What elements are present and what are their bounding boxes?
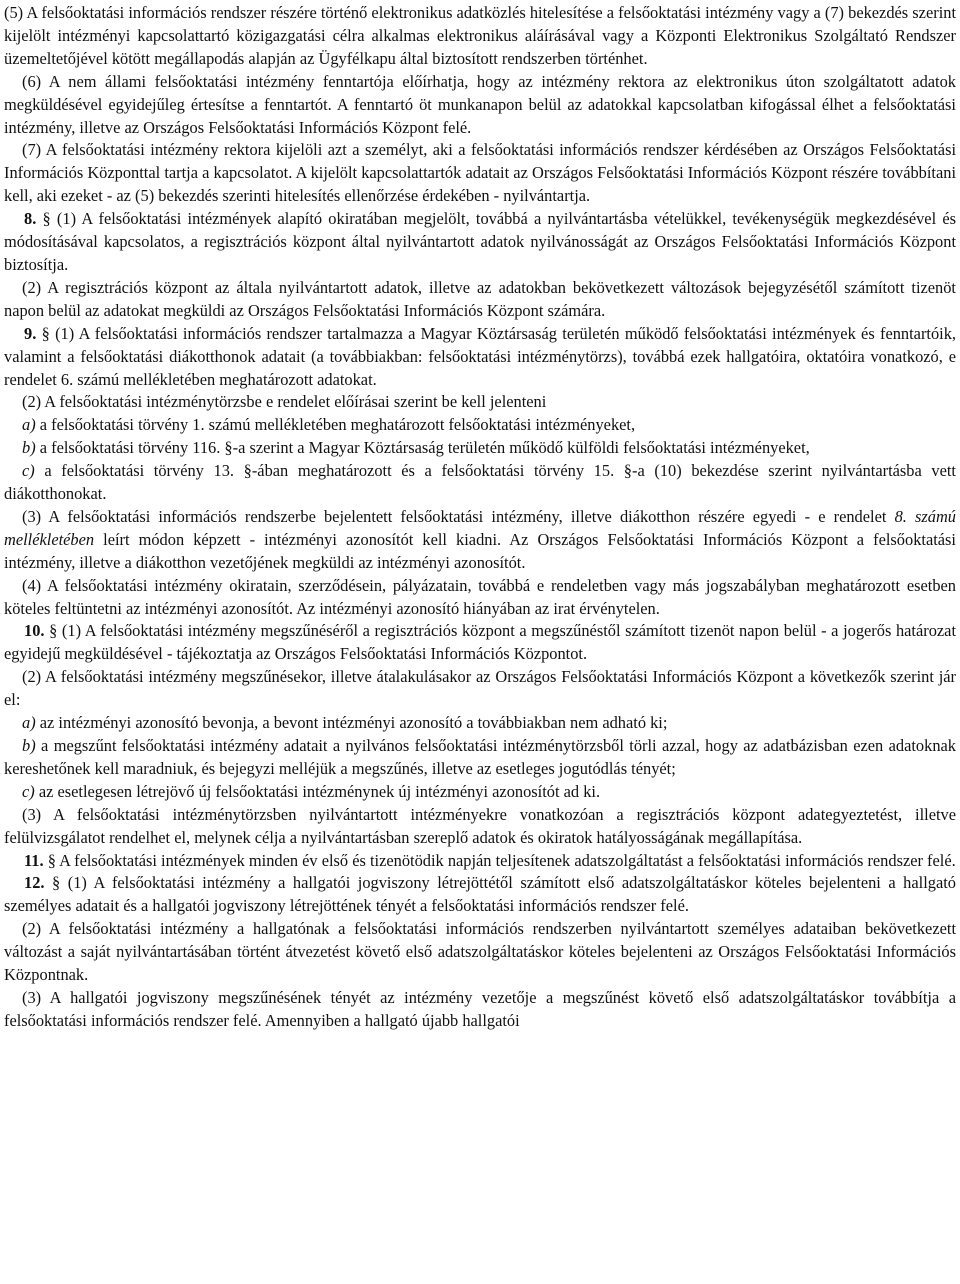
section-11-text: § A felsőoktatási intézmények minden év első és tizenötödik napján teljesítenek adatszolgáltatást a felsőoktatási információs rendszer felé.	[47, 850, 956, 870]
section-12-number: 12.	[24, 873, 45, 893]
paragraph-5: (5) A felsőoktatási információs rendszer részére történő elektronikus adatközlés hitelesítése a felsőoktatási intézmény vagy a (7) bekezdés szerint kijelölt intézményi kapcsolattartó közigazgatási célra alkalmas elektronikus aláírásával vagy a Központi Elektronikus Szolgáltató Rendszer üzemeltetőjével kötött megállapodás alapján az Ügyfélkapu által biztosított rendszerben történhet.	[4, 3, 956, 68]
section-9-item-c	[4, 460, 956, 506]
section-11-paragraph	[4, 850, 956, 873]
paragraph-6: (6) A nem állami felsőoktatási intézmény fenntartója előírhatja, hogy az intézmény rektora az elektronikus úton szolgáltatott adatok megküldésével egyidejűleg értesítse a fenntartót. A fenntartó öt munkanapon belül az adatokkal kapcsolatban kifogással élhet a felsőoktatási intézmény, illetve az Országos Felsőoktatási Információs Központ felé.	[4, 71, 956, 137]
section-12-paragraph-3: (3) A hallgatói jogviszony megszűnésének tényét az intézmény vezetője a megszűnést követő első adatszolgáltatáskor továbbítja a felsőoktatási információs rendszer felé. Amennyiben a hallgató újabb hallgatói	[4, 987, 956, 1030]
item-marker: c)	[22, 781, 35, 801]
section-10-paragraph-2: (2) A felsőoktatási intézmény megszűnésekor, illetve átalakulásakor az Országos Felsőoktatási Információs Központ a következők szerint jár el:	[4, 667, 956, 710]
item-text: a felsőoktatási törvény 1. számú mellékletében meghatározott felsőoktatási intézményeket,	[39, 415, 636, 435]
item-marker: b)	[22, 736, 36, 755]
paragraph-3-post: leírt módon képzett - intézményi azonosítót kell kiadni. Az Országos Felsőoktatási Információs Központ a felsőoktatási intézmény, illetve a diákotthon vezetőjének megküldi az intézményi azonosítót.	[4, 529, 956, 572]
item-marker: b)	[22, 438, 36, 458]
section-11-number: 11.	[24, 850, 44, 870]
paragraph-3-pre: (3) A felsőoktatási információs rendszerbe bejelentett felsőoktatási intézmény, illetve diákotthon részére egyedi - e rendelet	[22, 506, 887, 526]
section-12-paragraph-1	[4, 872, 956, 918]
annex-reference: 8. számú mellékletében	[4, 506, 956, 549]
section-12-text-1: § (1) A felsőoktatási intézmény a hallgatói jogviszony létrejöttétől számított első adatszolgáltatáskor köteles bejelenteni a hallgató személyes adatait és a hallgatói jogviszony létrejöttének tényét a felsőoktatási információs rendszer felé.	[4, 873, 956, 916]
section-10-item-c	[4, 781, 956, 804]
section-9-number: 9.	[24, 323, 37, 343]
section-9-paragraph-4: (4) A felsőoktatási intézmény okiratain, szerződésein, pályázatain, továbbá e rendeletben vagy más jogszabályban meghatározott esetben köteles feltüntetni az intézményi azonosítót. Az intézményi azonosító hiányában az irat érvénytelen.	[4, 575, 956, 618]
section-10-item-a	[4, 712, 956, 735]
section-8-paragraph-2: (2) A regisztrációs központ az általa nyilvántartott adatok, illetve az adatokban bekövetkezett változások bejegyzésétől számított tizenöt napon belül az adatokat megküldi az Országos Felsőoktatási Információs Központ számára.	[4, 277, 956, 320]
section-9-item-a	[4, 414, 956, 437]
paragraph-7: (7) A felsőoktatási intézmény rektora kijelöli azt a személyt, aki a felsőoktatási információs rendszer kérdésében az Országos Felsőoktatási Információs Központtal tartja a kapcsolatot. A kijelölt kapcsolattartók adatait az Országos Felsőoktatási Információs Központ részére továbbítani kell, aki ezeket - az (5) bekezdés szerinti hitelesítés ellenőrzése érdekében - nyilvántartja.	[4, 140, 956, 206]
section-8-number: 8.	[24, 209, 37, 229]
section-9-paragraph-2: (2) A felsőoktatási intézménytörzsbe e rendelet előírásai szerint be kell jelenteni	[22, 392, 547, 412]
item-text: a felsőoktatási törvény 13. §-ában meghatározott és a felsőoktatási törvény 15. §-a (10) bekezdése szerint nyilvántartásba vett diákotthonokat.	[4, 461, 956, 504]
section-9-item-b	[4, 437, 956, 460]
section-9-paragraph-3	[4, 506, 956, 575]
section-9-text-1: § (1) A felsőoktatási információs rendszer tartalmazza a Magyar Köztársaság területén működő felsőoktatási intézmények és fenntartóik, valamint a felsőoktatási diákotthonok adatait (a továbbiakban: felsőoktatási intézménytörzs), továbbá ezek hallgatóira, oktatóira vonatkozó, e rendelet 6. számú mellékletében meghatározott adatokat.	[4, 323, 956, 389]
item-text: az esetlegesen létrejövő új felsőoktatási intézménynek új intézményi azonosítót ad ki.	[38, 781, 601, 801]
section-10-text-1: § (1) A felsőoktatási intézmény megszűnéséről a regisztrációs központ a megszűnéstől számított tizenöt napon belül - a jogerős határozat egyidejű megküldésével - tájékoztatja az Országos Felsőoktatási Információs Központot.	[4, 621, 956, 664]
section-10-paragraph-3: (3) A felsőoktatási intézménytörzsben nyilvántartott intézményekre vonatkozóan a regisztrációs központ adategyeztetést, illetve felülvizsgálatot rendelhet el, melynek célja a nyilvántartásban szereplő adatok és okiratok hatályosságának megállapítása.	[4, 804, 956, 847]
item-text: a megszűnt felsőoktatási intézmény adatait a nyilvános felsőoktatási intézménytörzsből törli azzal, hogy az adatbázisban ezen adatoknak kereshetőnek kell maradniuk, és bejegyzi melléjük a megszűnés, illetve az esetleges jogutódlás tényét;	[4, 736, 956, 778]
item-marker: a)	[22, 713, 36, 733]
section-9-paragraph-1	[4, 323, 956, 392]
section-12-paragraph-2: (2) A felsőoktatási intézmény a hallgatónak a felsőoktatási információs rendszerben nyilvántartott személyes adataiban bekövetkezett változást a saját nyilvántartásában történt átvezetést követő első adatszolgáltatáskor köteles bejelenteni az Országos Felsőoktatási Információs Központnak.	[4, 919, 956, 985]
item-marker: c)	[22, 461, 35, 481]
item-marker: a)	[22, 415, 36, 435]
item-text: az intézményi azonosító bevonja, a bevont intézményi azonosító a továbbiakban nem adható ki;	[39, 713, 668, 733]
section-10-number: 10.	[24, 621, 45, 641]
item-text: a felsőoktatási törvény 116. §-a szerint a Magyar Köztársaság területén működő külföldi felsőoktatási intézményeket,	[39, 438, 810, 458]
section-8-paragraph-1	[4, 208, 956, 277]
section-10-paragraph-1	[4, 620, 956, 666]
section-10-item-b	[4, 735, 956, 781]
section-8-text-1: § (1) A felsőoktatási intézmények alapító okiratában megjelölt, továbbá a nyilvántartásba vételükkel, tevékenységük megkezdésével és módosításával kapcsolatos, a regisztrációs központ által nyilvántartott adatok nyilvánosságát az Országos Felsőoktatási Információs Központ biztosítja.	[4, 209, 956, 274]
